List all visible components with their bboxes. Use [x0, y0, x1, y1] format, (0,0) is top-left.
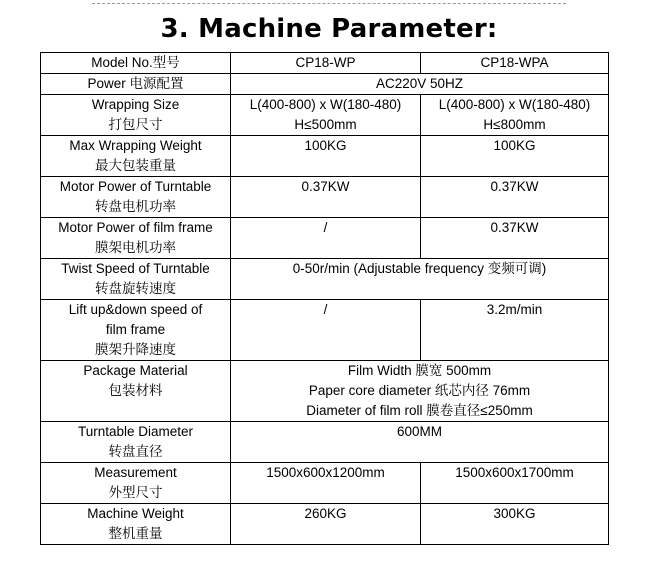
cell-line: 打包尺寸 — [108, 117, 163, 132]
cell-line: 膜架升降速度 — [95, 342, 176, 357]
parameter-label-cell — [41, 422, 231, 463]
cell-line: Max Wrapping Weight — [69, 138, 202, 153]
parameter-label-cell — [41, 463, 231, 504]
table-row — [41, 504, 609, 545]
cell-line: 100KG — [493, 138, 536, 153]
wpa-value-cell — [421, 95, 609, 136]
cell-line: film frame — [105, 322, 166, 337]
parameter-label-cell — [41, 53, 231, 74]
cell-line: 0.37KW — [301, 179, 350, 194]
wp-value-cell — [231, 53, 421, 74]
cell-line: 100KG — [304, 138, 347, 153]
parameter-table — [40, 52, 609, 545]
shared-value-cell — [231, 361, 609, 422]
wp-value-cell — [231, 300, 421, 361]
cell-line: 包装材料 — [108, 383, 163, 398]
table-row — [41, 177, 609, 218]
cell-line: CP18-WPA — [480, 55, 549, 70]
cell-line: L(400-800) x W(180-480) — [438, 97, 591, 112]
cell-line: Power 电源配置 — [87, 76, 184, 91]
cell-line: / — [323, 220, 328, 235]
wp-value-cell — [231, 218, 421, 259]
wpa-value-cell — [421, 177, 609, 218]
table-row — [41, 300, 609, 361]
cell-line: Measurement — [94, 465, 177, 480]
cell-line: 0.37KW — [490, 179, 539, 194]
parameter-label-cell — [41, 504, 231, 545]
wp-value-cell — [231, 177, 421, 218]
cell-line: 260KG — [304, 506, 347, 521]
table-row — [41, 74, 609, 95]
cell-line: 转盘直径 — [108, 444, 163, 459]
cell-line: 最大包装重量 — [95, 158, 176, 173]
cell-line: 3.2m/min — [486, 302, 543, 317]
parameter-label-cell — [41, 177, 231, 218]
table-row — [41, 53, 609, 74]
cell-line: Diameter of film roll 膜卷直径≤250mm — [306, 403, 533, 418]
wpa-value-cell — [421, 136, 609, 177]
wpa-value-cell — [421, 463, 609, 504]
cell-line: Wrapping Size — [91, 97, 180, 112]
parameter-label-cell — [41, 218, 231, 259]
cell-line: Paper core diameter 纸芯内径 76mm — [308, 383, 531, 398]
parameter-label-cell — [41, 259, 231, 300]
cell-line: Turntable Diameter — [77, 424, 194, 439]
parameter-label-cell — [41, 136, 231, 177]
cell-line: 0.37KW — [490, 220, 539, 235]
table-row — [41, 422, 609, 463]
shared-value-cell — [231, 74, 609, 95]
cell-line: Package Material — [83, 363, 188, 378]
cell-line: 600MM — [396, 424, 442, 439]
parameter-label-cell — [41, 361, 231, 422]
parameter-label-cell — [41, 95, 231, 136]
table-row — [41, 463, 609, 504]
cell-line: Lift up&down speed of — [68, 302, 203, 317]
cell-line: H≤800mm — [483, 117, 546, 132]
cell-line: 1500x600x1700mm — [455, 465, 574, 480]
wpa-value-cell — [421, 218, 609, 259]
wpa-value-cell — [421, 300, 609, 361]
cell-line: Model No.型号 — [91, 55, 180, 70]
cell-line: CP18-WP — [295, 55, 356, 70]
cell-line: Motor Power of Turntable — [59, 179, 212, 194]
wp-value-cell — [231, 95, 421, 136]
shared-value-cell — [231, 259, 609, 300]
table-row — [41, 95, 609, 136]
top-divider — [92, 3, 566, 4]
wp-value-cell — [231, 463, 421, 504]
cell-line: 膜架电机功率 — [95, 240, 176, 255]
cell-line: 外型尺寸 — [108, 485, 163, 500]
cell-line: Machine Weight — [87, 506, 184, 521]
wp-value-cell — [231, 504, 421, 545]
table-row — [41, 259, 609, 300]
cell-line: 转盘旋转速度 — [95, 281, 176, 296]
parameter-label-cell — [41, 74, 231, 95]
table-row — [41, 136, 609, 177]
shared-value-cell — [231, 422, 609, 463]
page-title: 3. Machine Parameter: — [160, 14, 498, 44]
cell-line: Twist Speed of Turntable — [61, 261, 210, 276]
parameter-label-cell — [41, 300, 231, 361]
cell-line: L(400-800) x W(180-480) — [249, 97, 402, 112]
cell-line: 0-50r/min (Adjustable frequency 变频可调) — [292, 261, 547, 276]
cell-line: 整机重量 — [108, 526, 163, 541]
table-row — [41, 361, 609, 422]
cell-line: 1500x600x1200mm — [266, 465, 385, 480]
cell-line: H≤500mm — [294, 117, 357, 132]
cell-line: / — [323, 302, 328, 317]
cell-line: Motor Power of film frame — [58, 220, 213, 235]
table-row — [41, 218, 609, 259]
cell-line: Film Width 膜宽 500mm — [347, 363, 492, 378]
cell-line: 300KG — [493, 506, 536, 521]
wpa-value-cell — [421, 53, 609, 74]
cell-line: AC220V 50HZ — [375, 76, 464, 91]
wpa-value-cell — [421, 504, 609, 545]
wp-value-cell — [231, 136, 421, 177]
cell-line: 转盘电机功率 — [95, 199, 176, 214]
